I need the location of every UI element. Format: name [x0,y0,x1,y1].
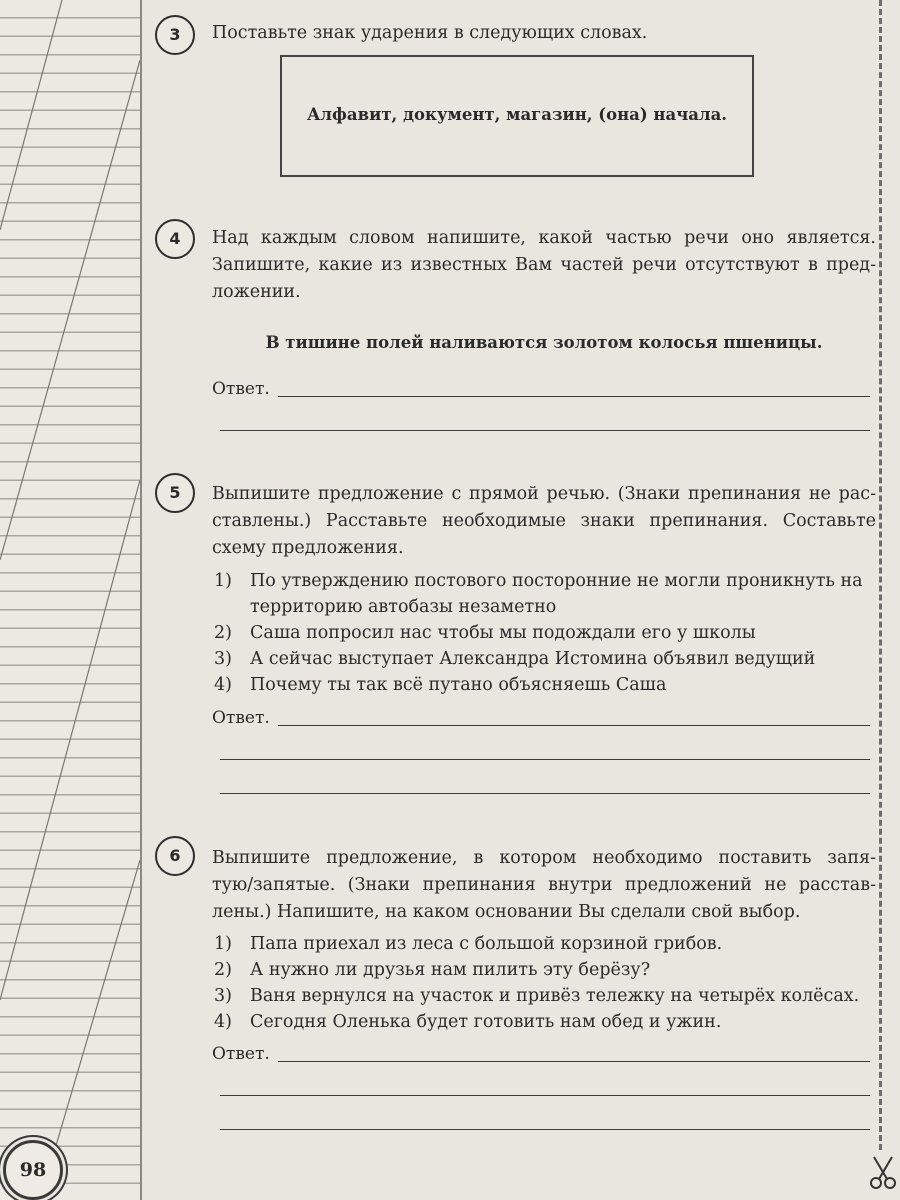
item-text: территорию автобазы незаметно [250,597,557,617]
task-6-item-1 [214,931,722,957]
item-number: 2) [214,623,232,643]
scissors-icon [868,1155,898,1191]
task-4-instruction-line-1: Над каждым словом напишите, какой частью речи оно является. [212,228,876,248]
task-5-item-2 [214,620,756,646]
task-5-answer-line-1[interactable] [278,725,870,726]
item-text: А сейчас выступает Александра Истомина объявил ведущий [250,649,816,669]
item-text: А нужно ли друзья нам пилить эту берёзу? [250,960,651,980]
task-number-4: 4 [155,219,195,259]
page-number: 98 [3,1140,63,1200]
task-5-answer-label: Ответ. [212,708,270,728]
task-5-instruction-line-2: ставлены.) Расставьте необходимые знаки препинания. Составьте [212,511,876,531]
task-5-item-4 [214,672,666,698]
task-6-answer-label: Ответ. [212,1044,270,1064]
task-6-instruction-line-1: Выпишите предложение, в котором необходимо поставить запя- [212,848,876,868]
accent-words: Алфавит, документ, магазин, (она) начала. [306,105,728,124]
item-text: Почему ты так всё путано объясняешь Саша [250,675,667,695]
task-6-item-4 [214,1009,721,1035]
task-4-instruction-line-2: Запишите, какие из известных Вам частей речи отсутствуют в пред- [212,255,876,275]
task-6-answer-line-3[interactable] [220,1129,870,1130]
item-number: 4) [214,1012,232,1032]
task-5-instruction-line-3: схему предложения. [212,538,404,558]
task-6-item-3 [214,983,859,1009]
item-text: Саша попросил нас чтобы мы подождали его у школы [250,623,756,643]
task-6-item-2 [214,957,650,983]
task-5-answer-line-2[interactable] [220,759,870,760]
task-number-5: 5 [155,473,195,513]
task-5-item-3 [214,646,815,672]
task-6-answer-line-1[interactable] [278,1061,870,1062]
accent-words-box [280,55,754,177]
task-5-item-1 [214,568,863,594]
item-number: 3) [214,649,232,669]
task-6-instruction-line-2: тую/запятые. (Знаки препинания внутри предложений не расстав- [212,875,876,895]
task-6-instruction-line-3: лены.) Напишите, на каком основании Вы сделали свой выбор. [212,902,801,922]
item-text: По утверждению постового посторонние не могли проникнуть на [250,571,863,591]
task-number-6: 6 [155,836,195,876]
item-number: 4) [214,675,232,695]
task-4-instruction-line-3: ложении. [212,282,301,302]
task-4-answer-line-2[interactable] [220,430,870,431]
task-5-item-1-cont [250,594,556,620]
task-6-answer-line-2[interactable] [220,1095,870,1096]
task-4-answer-line-1[interactable] [278,396,870,397]
task-5-instruction-line-1: Выпишите предложение с прямой речью. (Знаки препинания не рас- [212,484,876,504]
cut-line [879,0,882,1150]
task-4-answer-label: Ответ. [212,379,270,399]
margin-diagonal-lines [0,0,140,1200]
item-number: 1) [214,934,232,954]
task-3-instruction: Поставьте знак ударения в следующих словах. [212,23,648,43]
task-number-3: 3 [155,15,195,55]
task-4-sentence: В тишине полей наливаются золотом колосья пшеницы. [265,333,823,352]
item-text: Папа приехал из леса с большой корзиной грибов. [250,934,723,954]
task-5-answer-line-3[interactable] [220,793,870,794]
item-number: 2) [214,960,232,980]
item-text: Сегодня Оленька будет готовить нам обед и ужин. [250,1012,722,1032]
item-number: 3) [214,986,232,1006]
item-text: Ваня вернулся на участок и привёз тележку на четырёх колёсах. [250,986,860,1006]
item-number: 1) [214,571,232,591]
